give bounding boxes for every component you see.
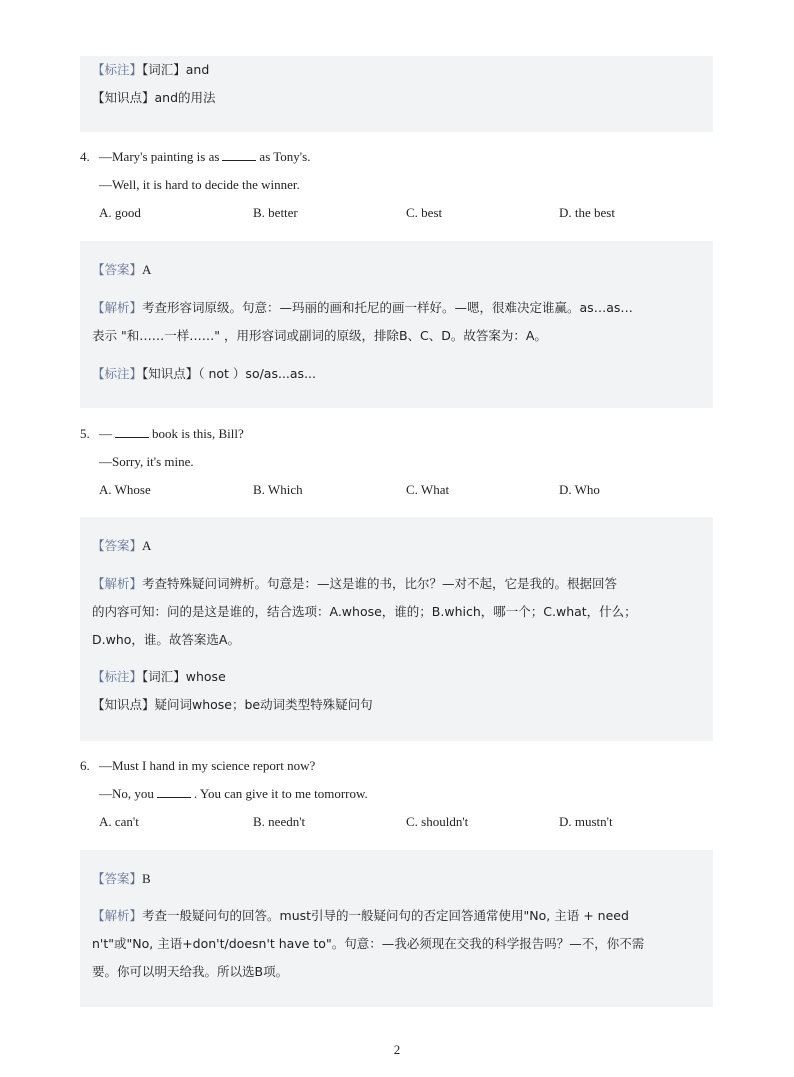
question-4-answer-box	[80, 241, 713, 408]
answer-value: B	[142, 871, 151, 886]
question-4-option-d: D. the best	[559, 205, 615, 220]
analysis-line-2: 的内容可知：问的是这是谁的，结合选项：A.whose，谁的；B.which，哪一个；C.what，什么；	[92, 604, 637, 619]
question-5-option-a: A. Whose	[99, 482, 151, 497]
answer-tag: 【答案】	[92, 262, 143, 277]
question-6-line1: —Must I hand in my science report now?	[99, 758, 316, 773]
question-5-option-b: B. Which	[253, 482, 303, 497]
answer-blank	[222, 148, 256, 161]
answer-blank	[157, 785, 191, 798]
question-4-option-b: B. better	[253, 205, 298, 220]
question-6-option-c: C. shouldn't	[406, 814, 469, 829]
question-5-option-d: D. Who	[559, 482, 600, 497]
note-value: 【知识点】（ not ）so/as...as...	[142, 366, 316, 381]
answer-value: A	[142, 262, 152, 277]
note-value: 【词汇】whose	[142, 669, 226, 684]
knowledge-point: 【知识点】疑问词whose；be动词类型特殊疑问句	[92, 697, 373, 712]
analysis-line-1: 考查一般疑问句的回答。must引导的一般疑问句的否定回答通常使用"No, 主语 + need	[142, 908, 629, 923]
question-6-option-a: A. can't	[99, 814, 139, 829]
question-5-line1: — book is this, Bill?	[99, 426, 244, 441]
question-6-answer-box	[80, 850, 713, 1007]
question-5-option-c: C. What	[406, 482, 450, 497]
analysis-line-2: 表示 "和……一样……" ，用形容词或副词的原级，排除B、C、D。故答案为：A。	[92, 328, 547, 343]
question-4-number: 4.	[80, 149, 90, 164]
note-tag: 【标注】	[92, 62, 143, 77]
question-5-line2: —Sorry, it's mine.	[99, 454, 194, 469]
question-6-number: 6.	[80, 758, 90, 773]
question-6-line2: —No, you . You can give it to me tomorrow.	[99, 786, 368, 801]
analysis-line-1: 考查形容词原级。句意：—玛丽的画和托尼的画一样好。—嗯，很难决定谁赢。as…as…	[142, 300, 633, 315]
answer-value: A	[142, 538, 152, 553]
note-tag: 【标注】	[92, 366, 143, 381]
page-number: 2	[393, 1042, 401, 1057]
question-4-option-c: C. best	[406, 205, 443, 220]
analysis-line-2: n't"或"No, 主语+don't/doesn't have to"。句意：—我必须现在交我的科学报告吗？—不，你不需	[92, 936, 645, 951]
question-6-option-d: D. mustn't	[559, 814, 613, 829]
analysis-tag: 【解析】	[92, 300, 143, 315]
question-5-number: 5.	[80, 426, 90, 441]
analysis-tag: 【解析】	[92, 908, 143, 923]
analysis-line-3: D.who，谁。故答案选A。	[92, 632, 240, 647]
analysis-line-1: 考查特殊疑问词辨析。句意是：—这是谁的书，比尔？—对不起，它是我的。根据回答	[142, 576, 618, 591]
answer-tag: 【答案】	[92, 871, 143, 886]
question-4-line2: —Well, it is hard to decide the winner.	[99, 177, 300, 192]
knowledge-point: 【知识点】and的用法	[92, 90, 216, 105]
question-5-answer-box	[80, 517, 713, 741]
note-vocab: 【词汇】and	[142, 62, 210, 77]
answer-blank	[115, 425, 149, 438]
question-6-option-b: B. needn't	[253, 814, 306, 829]
analysis-tag: 【解析】	[92, 576, 143, 591]
note-tag: 【标注】	[92, 669, 143, 684]
question-4-option-a: A. good	[99, 205, 141, 220]
analysis-line-3: 要。你可以明天给我。所以选B项。	[92, 964, 289, 979]
answer-tag: 【答案】	[92, 538, 143, 553]
question-4-line1: —Mary's painting is as as Tony's.	[99, 149, 311, 164]
prev-answer-box	[80, 56, 713, 132]
